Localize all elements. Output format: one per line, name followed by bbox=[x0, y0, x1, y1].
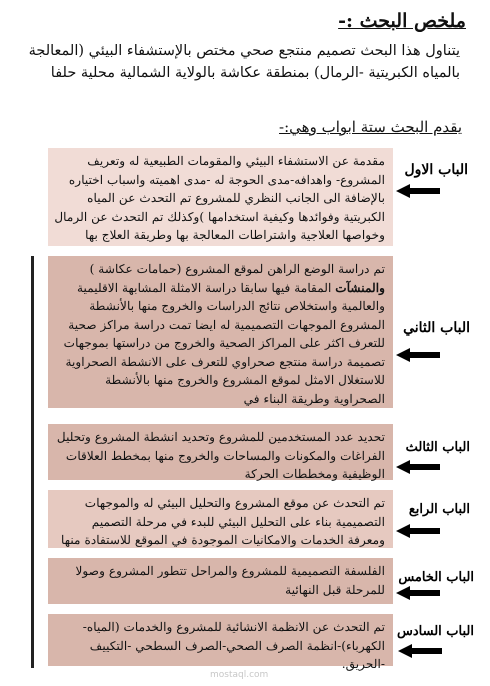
arrow-left-icon bbox=[398, 644, 442, 658]
chapter-2-text-rest: المقامة فيها سابقا دراسة الامثلة المشابهة الاقليمية والعالمية واستخلاص نتائج الدراسات والخروج منها بالأنشطة المشروع الموجهات التصميمية له ايضا تمت دراسة مراكز صحية للتعرف اكثر على المراكز الصحية والخروج من دراستها بموجهات تصميمة دراسة منتجع صحراوي للتعرف على الانشطة الصحراوية للاستغلال الامثل لموقع المشروع والخروج منها بالأنشطة الصحراوية وطريقة البناء في bbox=[63, 280, 385, 406]
chapter-5-summary: الفلسفة التصميمية للمشروع والمراحل تتطور المشروع وصولا للمرحلة قبل النهائية bbox=[48, 558, 393, 604]
chapter-2-text-start: تم دراسة الوضع الراهن لموقع المشروع (حمامات عكاشة ) bbox=[89, 262, 385, 276]
chapter-1-summary: مقدمة عن الاستشفاء البيئي والمقومات الطبيعية له وتعريف المشروع- واهدافه-مدى الحوجة له -مدى اهميته واسباب اختياره بالإضافة الى الجانب النظري للمشروع تم التحدث عن المياه الكبريتية وفوائدها وكيفية استخدامها )وكذلك تم التحدث عن الرمال وخواصها العلاجية واشتراطات المعالجة بها وطريقة العلاج بها bbox=[48, 148, 393, 246]
arrow-left-icon bbox=[396, 184, 440, 198]
chapter-2-text-bold: والمنشآت bbox=[335, 280, 385, 295]
watermark: mostaql.com bbox=[210, 670, 269, 680]
section-subtitle: يقدم البحث ستة ابواب وهي:- bbox=[279, 118, 462, 136]
arrow-left-icon bbox=[396, 524, 440, 538]
chapter-6-label: الباب السادس bbox=[396, 624, 474, 639]
intro-paragraph: يتناول هذا البحث تصميم منتجع صحي مختص بالإستشفاء البيئي (المعالجة بالمياه الكبريتية -الرمال) بمنطقة عكاشة بالولاية الشمالية محلية حلفا bbox=[28, 43, 460, 81]
chapter-3-label: الباب الثالث bbox=[405, 440, 470, 455]
vertical-divider bbox=[31, 256, 34, 668]
page-title: ملخص البحث :- bbox=[338, 10, 466, 32]
chapter-2-summary bbox=[48, 256, 393, 408]
chapter-4-summary: تم التحدث عن موقع المشروع والتحليل البيئي له والموجهات التصميمية بناء على التحليل البيئي للبدء في مرحلة التصميم ومعرفة الخدمات والامكانيات الموجودة في الموقع للاستفادة منها bbox=[48, 490, 393, 548]
arrow-left-icon bbox=[396, 348, 440, 362]
arrow-left-icon bbox=[396, 460, 440, 474]
chapter-3-summary: تحديد عدد المستخدمين للمشروع وتحديد انشطة المشروع وتحليل الفراغات والمكونات والمساحات والخروج منها بمخطط العلاقات الوظيفية ومخططات الحركة bbox=[48, 424, 393, 480]
chapter-6-summary: تم التحدث عن الانظمة الانشائية للمشروع والخدمات (المياه-الكهرباء)-انظمة الصرف الصحي-الصرف السطحي -التكييف -الحريق. bbox=[48, 614, 393, 666]
chapter-2-label: الباب الثاني bbox=[403, 320, 470, 336]
arrow-left-icon bbox=[396, 586, 440, 600]
chapter-5-label: الباب الخامس bbox=[398, 570, 474, 585]
chapter-1-label: الباب الاول bbox=[404, 162, 468, 178]
chapter-4-label: الباب الرابع bbox=[408, 502, 470, 517]
